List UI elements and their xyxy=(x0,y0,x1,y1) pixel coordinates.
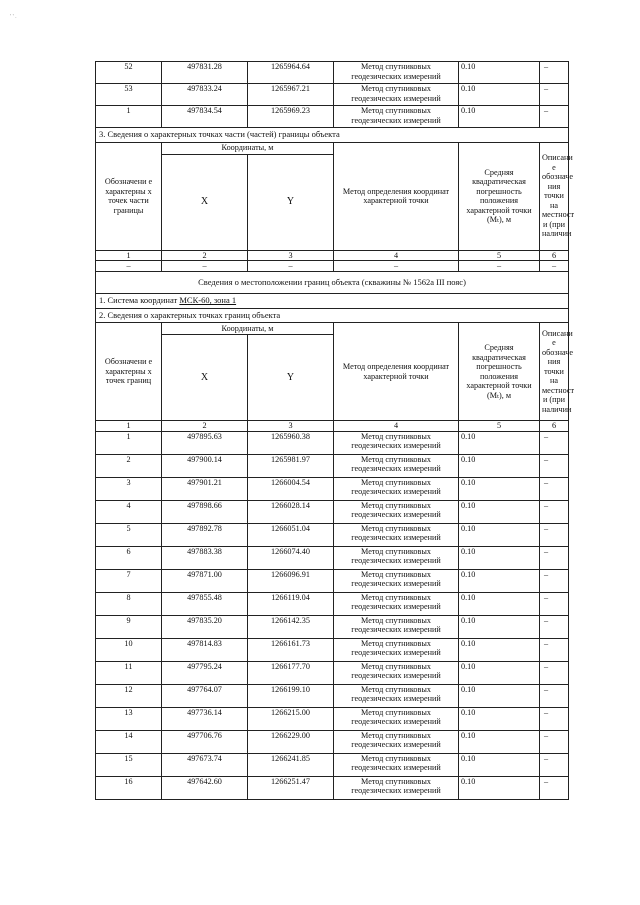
point-number: 7 xyxy=(96,569,162,592)
header-x: X xyxy=(162,154,248,250)
table-row xyxy=(96,707,569,730)
coord-x: 497764.07 xyxy=(162,684,248,707)
coord-x: 497673.74 xyxy=(162,753,248,776)
coord-y: 1266028.14 xyxy=(248,500,334,523)
description-cell: – xyxy=(540,84,569,106)
header-description: Описани е обозначе ния точки на местност и (при наличии xyxy=(540,142,569,250)
col-num-3: 3 xyxy=(248,421,334,432)
coord-x: 497895.63 xyxy=(162,431,248,454)
description-cell: – xyxy=(540,684,569,707)
col-num-6: 6 xyxy=(540,250,569,261)
precision-cell: 0.10 xyxy=(459,454,540,477)
dash-cell: – xyxy=(334,261,459,272)
col-num-1: 1 xyxy=(96,250,162,261)
point-number: 13 xyxy=(96,707,162,730)
precision-cell: 0.10 xyxy=(459,477,540,500)
section2-colnum-row xyxy=(96,421,569,432)
header-method: Метод определения координат характерной точки xyxy=(334,323,459,421)
method-cell: Метод спутниковых геодезических измерений xyxy=(334,707,459,730)
method-cell: Метод спутниковых геодезических измерений xyxy=(334,500,459,523)
point-number: 2 xyxy=(96,454,162,477)
table-row xyxy=(96,684,569,707)
dash-cell: – xyxy=(96,261,162,272)
table-row xyxy=(96,454,569,477)
coord-y: 1266177.70 xyxy=(248,661,334,684)
description-cell: – xyxy=(540,592,569,615)
section3-colnum-row xyxy=(96,250,569,261)
section3-empty-row xyxy=(96,261,569,272)
precision-cell: 0.10 xyxy=(459,546,540,569)
point-number: 10 xyxy=(96,638,162,661)
precision-cell: 0.10 xyxy=(459,730,540,753)
table-row xyxy=(96,569,569,592)
header-point-col: Обозначени е характерны х точек границ xyxy=(96,323,162,421)
coord-y: 1266229.00 xyxy=(248,730,334,753)
point-number: 9 xyxy=(96,615,162,638)
description-cell: – xyxy=(540,753,569,776)
description-cell: – xyxy=(540,62,569,84)
header-precision: Средняя квадратическая погрешность положения характерной точки (Mₜ), м xyxy=(459,323,540,421)
method-cell: Метод спутниковых геодезических измерений xyxy=(334,592,459,615)
header-precision: Средняя квадратическая погрешность положения характерной точки (Mₜ), м xyxy=(459,142,540,250)
location-title-row xyxy=(96,271,569,294)
coord-system-label: 1. Система координат xyxy=(99,295,180,305)
header-y: Y xyxy=(248,154,334,250)
coord-x: 497736.14 xyxy=(162,707,248,730)
method-cell: Метод спутниковых геодезических измерений xyxy=(334,106,459,128)
point-number: 14 xyxy=(96,730,162,753)
coord-x: 497814.83 xyxy=(162,638,248,661)
coord-x: 497898.66 xyxy=(162,500,248,523)
coord-x: 497883.38 xyxy=(162,546,248,569)
method-cell: Метод спутниковых геодезических измерений xyxy=(334,523,459,546)
coord-y: 1265960.38 xyxy=(248,431,334,454)
description-cell: – xyxy=(540,431,569,454)
coord-y: 1265981.97 xyxy=(248,454,334,477)
method-cell: Метод спутниковых геодезических измерений xyxy=(334,661,459,684)
table-row xyxy=(96,592,569,615)
precision-cell: 0.10 xyxy=(459,84,540,106)
method-cell: Метод спутниковых геодезических измерений xyxy=(334,62,459,84)
header-point-col: Обозначени е характерны х точек части границы xyxy=(96,142,162,250)
precision-cell: 0.10 xyxy=(459,106,540,128)
point-number: 11 xyxy=(96,661,162,684)
coord-y: 1265964.64 xyxy=(248,62,334,84)
table-row xyxy=(96,661,569,684)
method-cell: Метод спутниковых геодезических измерений xyxy=(334,638,459,661)
description-cell: – xyxy=(540,615,569,638)
coord-y: 1266096.91 xyxy=(248,569,334,592)
point-number: 52 xyxy=(96,62,162,84)
method-cell: Метод спутниковых геодезических измерений xyxy=(334,569,459,592)
description-cell: – xyxy=(540,776,569,799)
coord-system-name: МСК-60, зона 1 xyxy=(179,295,237,305)
coord-y: 1266142.35 xyxy=(248,615,334,638)
col-num-5: 5 xyxy=(459,421,540,432)
coord-x: 497892.78 xyxy=(162,523,248,546)
coord-y: 1266251.47 xyxy=(248,776,334,799)
coordinates-table xyxy=(95,61,575,800)
dash-cell: – xyxy=(459,261,540,272)
coord-y: 1266199.10 xyxy=(248,684,334,707)
coord-x: 497900.14 xyxy=(162,454,248,477)
coord-y: 1266119.04 xyxy=(248,592,334,615)
header-description: Описани е обозначе ния точки на местност и (при наличии xyxy=(540,323,569,421)
method-cell: Метод спутниковых геодезических измерений xyxy=(334,684,459,707)
header-x: X xyxy=(162,335,248,421)
coord-x: 497901.21 xyxy=(162,477,248,500)
section3-title: 3. Сведения о характерных точках части (частей) границы объекта xyxy=(96,128,569,143)
precision-cell: 0.10 xyxy=(459,776,540,799)
coord-system xyxy=(96,294,569,309)
coord-y: 1266241.85 xyxy=(248,753,334,776)
table-row xyxy=(96,753,569,776)
description-cell: – xyxy=(540,707,569,730)
description-cell: – xyxy=(540,661,569,684)
precision-cell: 0.10 xyxy=(459,431,540,454)
coord-y: 1266004.54 xyxy=(248,477,334,500)
point-number: 6 xyxy=(96,546,162,569)
description-cell: – xyxy=(540,106,569,128)
corner-mark: ' ' . xyxy=(10,14,17,20)
col-num-5: 5 xyxy=(459,250,540,261)
point-number: 4 xyxy=(96,500,162,523)
precision-cell: 0.10 xyxy=(459,592,540,615)
method-cell: Метод спутниковых геодезических измерений xyxy=(334,776,459,799)
method-cell: Метод спутниковых геодезических измерений xyxy=(334,615,459,638)
point-number: 3 xyxy=(96,477,162,500)
header-coords: Координаты, м xyxy=(162,323,334,335)
description-cell: – xyxy=(540,569,569,592)
section2-header-row1 xyxy=(96,323,569,335)
table-row xyxy=(96,106,569,128)
precision-cell: 0.10 xyxy=(459,523,540,546)
point-number: 16 xyxy=(96,776,162,799)
col-num-2: 2 xyxy=(162,421,248,432)
coord-y: 1265967.21 xyxy=(248,84,334,106)
point-number: 5 xyxy=(96,523,162,546)
precision-cell: 0.10 xyxy=(459,62,540,84)
table-row xyxy=(96,500,569,523)
method-cell: Метод спутниковых геодезических измерений xyxy=(334,431,459,454)
description-cell: – xyxy=(540,546,569,569)
method-cell: Метод спутниковых геодезических измерений xyxy=(334,546,459,569)
table-row xyxy=(96,730,569,753)
point-number: 1 xyxy=(96,431,162,454)
col-num-4: 4 xyxy=(334,421,459,432)
description-cell: – xyxy=(540,523,569,546)
table-row xyxy=(96,546,569,569)
coord-x: 497795.24 xyxy=(162,661,248,684)
table-row xyxy=(96,615,569,638)
coord-x: 497831.28 xyxy=(162,62,248,84)
location-title: Сведения о местоположении границ объекта (скважины № 1562а III пояс) xyxy=(96,271,569,294)
point-number: 12 xyxy=(96,684,162,707)
table-row xyxy=(96,84,569,106)
col-num-2: 2 xyxy=(162,250,248,261)
coord-x: 497642.60 xyxy=(162,776,248,799)
section3-title-row xyxy=(96,128,569,143)
coord-x: 497835.20 xyxy=(162,615,248,638)
point-number: 1 xyxy=(96,106,162,128)
section3-header-row1 xyxy=(96,142,569,154)
coord-system-row xyxy=(96,294,569,309)
top-rows xyxy=(96,62,569,128)
table-row xyxy=(96,638,569,661)
coord-y: 1266051.04 xyxy=(248,523,334,546)
description-cell: – xyxy=(540,500,569,523)
description-cell: – xyxy=(540,477,569,500)
dash-cell: – xyxy=(162,261,248,272)
coord-x: 497833.24 xyxy=(162,84,248,106)
dash-cell: – xyxy=(248,261,334,272)
col-num-3: 3 xyxy=(248,250,334,261)
table-row xyxy=(96,776,569,799)
coord-y: 1266074.40 xyxy=(248,546,334,569)
precision-cell: 0.10 xyxy=(459,569,540,592)
table-row xyxy=(96,62,569,84)
point-number: 8 xyxy=(96,592,162,615)
header-coords: Координаты, м xyxy=(162,142,334,154)
precision-cell: 0.10 xyxy=(459,684,540,707)
coord-x: 497834.54 xyxy=(162,106,248,128)
table-row xyxy=(96,523,569,546)
description-cell: – xyxy=(540,638,569,661)
description-cell: – xyxy=(540,730,569,753)
point-number: 15 xyxy=(96,753,162,776)
header-y: Y xyxy=(248,335,334,421)
main-rows xyxy=(96,431,569,799)
precision-cell: 0.10 xyxy=(459,615,540,638)
point-number: 53 xyxy=(96,84,162,106)
method-cell: Метод спутниковых геодезических измерений xyxy=(334,477,459,500)
coord-x: 497855.48 xyxy=(162,592,248,615)
method-cell: Метод спутниковых геодезических измерений xyxy=(334,454,459,477)
description-cell: – xyxy=(540,454,569,477)
precision-cell: 0.10 xyxy=(459,638,540,661)
precision-cell: 0.10 xyxy=(459,753,540,776)
method-cell: Метод спутниковых геодезических измерений xyxy=(334,84,459,106)
dash-cell: – xyxy=(540,261,569,272)
col-num-1: 1 xyxy=(96,421,162,432)
table-row xyxy=(96,477,569,500)
method-cell: Метод спутниковых геодезических измерений xyxy=(334,730,459,753)
precision-cell: 0.10 xyxy=(459,707,540,730)
col-num-4: 4 xyxy=(334,250,459,261)
section2-title-row xyxy=(96,308,569,323)
section2-title: 2. Сведения о характерных точках границ объекта xyxy=(96,308,569,323)
col-num-6: 6 xyxy=(540,421,569,432)
precision-cell: 0.10 xyxy=(459,500,540,523)
coord-x: 497871.00 xyxy=(162,569,248,592)
method-cell: Метод спутниковых геодезических измерений xyxy=(334,753,459,776)
coord-y: 1265969.23 xyxy=(248,106,334,128)
coord-y: 1266215.00 xyxy=(248,707,334,730)
precision-cell: 0.10 xyxy=(459,661,540,684)
coord-y: 1266161.73 xyxy=(248,638,334,661)
header-method: Метод определения координат характерной точки xyxy=(334,142,459,250)
coord-x: 497706.76 xyxy=(162,730,248,753)
table-row xyxy=(96,431,569,454)
